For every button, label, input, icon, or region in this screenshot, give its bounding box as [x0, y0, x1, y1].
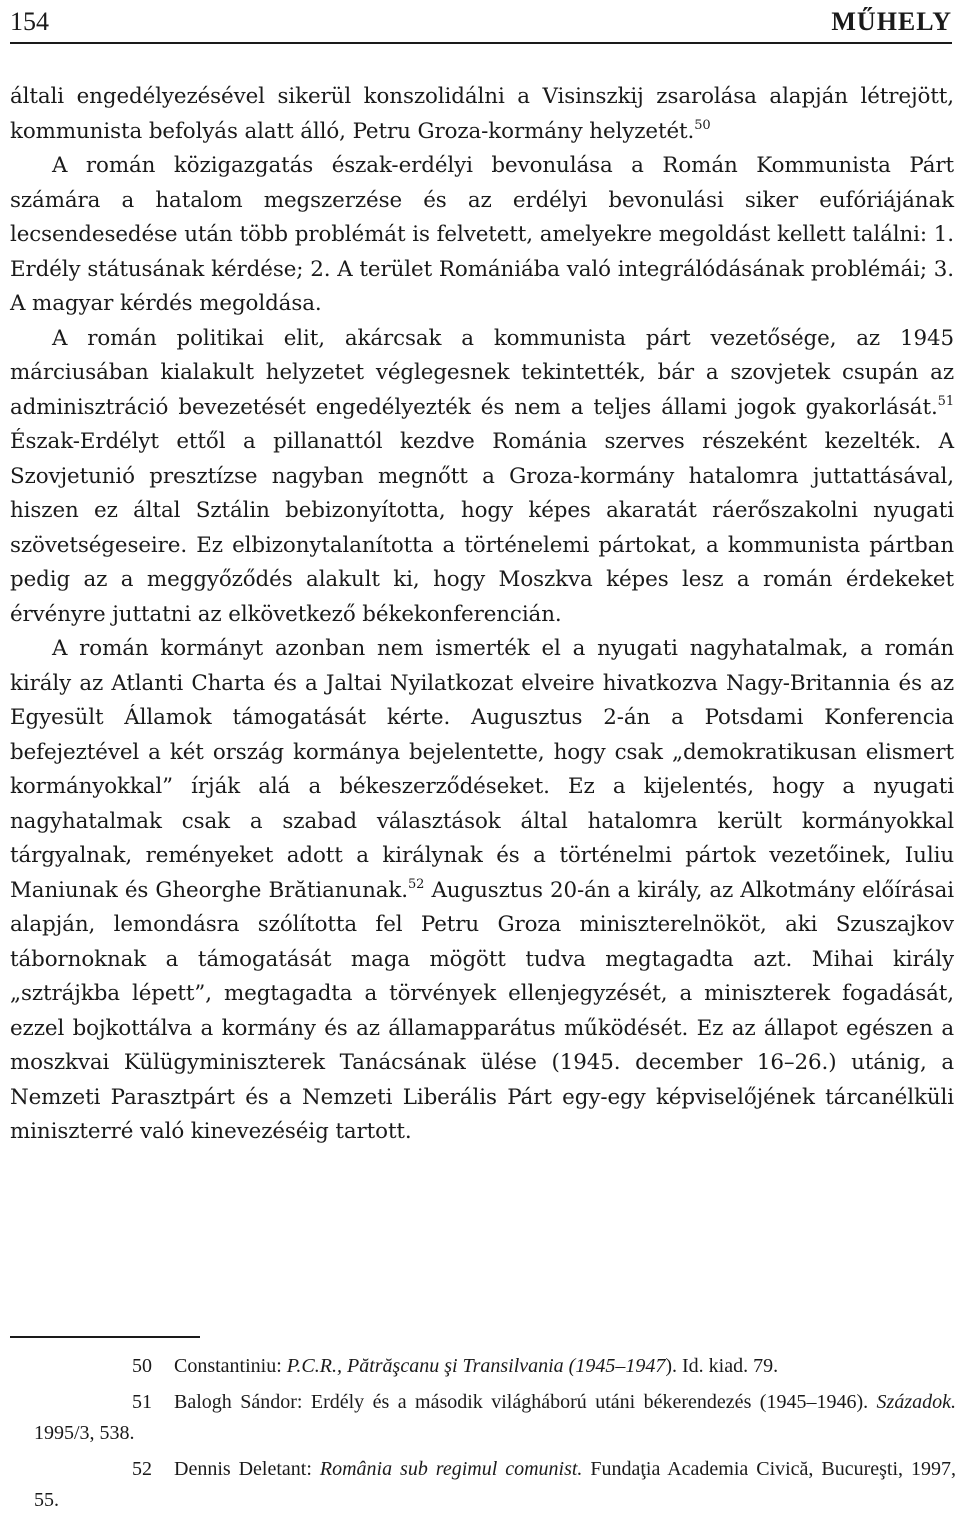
page-number: 154 [10, 7, 49, 36]
footnote-title: Századok. [876, 1391, 956, 1413]
paragraph-text: A román politikai elit, akárcsak a kommunista párt vezetősége, az 1945 márciusában kialakult helyzetet véglegesnek tekintették, bár a szovjetek csupán az adminisztráció bevezetését engedélyezték és nem a teljes állami jogok gyakorlását. [10, 325, 954, 420]
footnote-ref[interactable]: 52 [408, 876, 425, 892]
running-header [10, 4, 952, 44]
paragraph [10, 632, 954, 1150]
paragraph-text: általi engedélyezésével sikerül konszolidálni a Visinszkij zsarolása alapján létrejött, kommunista befolyás alatt álló, Petru Groza-kormány helyzetét. [10, 84, 954, 144]
footnote-number: 52 [132, 1458, 152, 1480]
paragraph [10, 322, 954, 633]
footnote-text: Fundaţia Academia Civică, Bucureşti, 1997, 55. [34, 1458, 956, 1511]
footnote-ref[interactable]: 50 [694, 117, 711, 133]
footnote-text: 1995/3, 538. [34, 1422, 135, 1444]
paragraph [10, 149, 954, 322]
paragraph [10, 80, 954, 149]
body-text [10, 80, 954, 1150]
footnote-title: România sub regimul comunist. [319, 1458, 583, 1480]
footnote [34, 1387, 956, 1449]
footnote-divider [10, 1336, 200, 1338]
paragraph-text: Augusztus 20-án a király, az Alkotmány előírásai alapján, lemondásra szólította fel Petru Groza miniszterelnököt, aki Szuszajkov tábornoknak a támogatását maga mögött tudva megtagadta azt. Mihai király „sztrájkba lépett”, megtagadta a törvények ellenjegyzését, a miniszterek fogadását, ezzel bojkottálva a kormány és az államapparátus működését. Ez az állapot egészen a moszkvai Külügyminiszterek Tanácsának ülése (1945. december 16–26.) utánig, a Nemzeti Parasztpárt és a Nemzeti Liberális Párt egy-egy képviselőjének tárcanélküli miniszterré való kinevezéséig tartott. [10, 877, 955, 1144]
footnote-text: ). Id. kiad. 79. [665, 1355, 779, 1377]
paragraph-text: A román közigazgatás észak-erdélyi bevonulása a Román Kommunista Párt számára a hatalom megszerzése és az erdélyi bevonulási siker eufóriájának lecsendesedése után több problémát is felvetett, amelyekre megoldást kellett találni: 1. Erdély státusának kérdése; 2. A terület Romániába való integrálódásának problémái; 3. A magyar kérdés megoldása. [10, 153, 954, 316]
footnote-text: Balogh Sándor: Erdély és a második világháború utáni békerendezés (1945–1946). [174, 1391, 877, 1413]
paragraph-text: Észak-Erdélyt ettől a pillanattól kezdve Románia szerves részeként kezelték. A Szovjetunió presztízse nagyban megnőtt a Groza-kormány hatalomra juttattásával, hiszen ez által Sztálin bebizonyította, hogy képes akaratát ráerőszakolni nyugati szövetségeseire. Ez elbizonytalanította a történelemi pártokat, a kommunista pártban pedig az a meggyőződés alakult ki, hogy Moszkva képes lesz a román érdekeket érvényre juttatni az elkövetkező békekonferencián. [10, 429, 954, 627]
footnotes [34, 1351, 956, 1521]
footnote-number: 51 [132, 1391, 152, 1413]
footnote-text: Constantiniu: [174, 1355, 287, 1377]
section-title: MŰHELY [831, 7, 952, 36]
footnote-text: Dennis Deletant: [174, 1458, 320, 1480]
footnote-number: 50 [132, 1355, 152, 1377]
paragraph-text: A román kormányt azonban nem ismerték el a nyugati nagyhatalmak, a román király az Atlanti Charta és a Jaltai Nyilatkozat elveire hivatkozva Nagy-Britannia és az Egyesült Államok támogatását kérte. Augusztus 2-án a Potsdami Konferencia befejeztével a két ország kormánya bejelentette, hogy csak „demokratikusan elismert kormányokkal” írják alá a békeszerződéseket. Ez a kijelentés, hogy a nyugati nagyhatalmak csak a szabad választások által hatalomra került kormányokkal tárgyalnak, reményeket adott a királynak és a történelmi pártok vezetőinek, Iuliu Maniunak és Gheorghe Brătianunak. [10, 636, 954, 903]
footnote-ref[interactable]: 51 [937, 393, 954, 409]
footnote [34, 1351, 956, 1382]
footnote-title: P.C.R., Pătrăşcanu şi Transilvania (1945–1947 [286, 1355, 666, 1377]
